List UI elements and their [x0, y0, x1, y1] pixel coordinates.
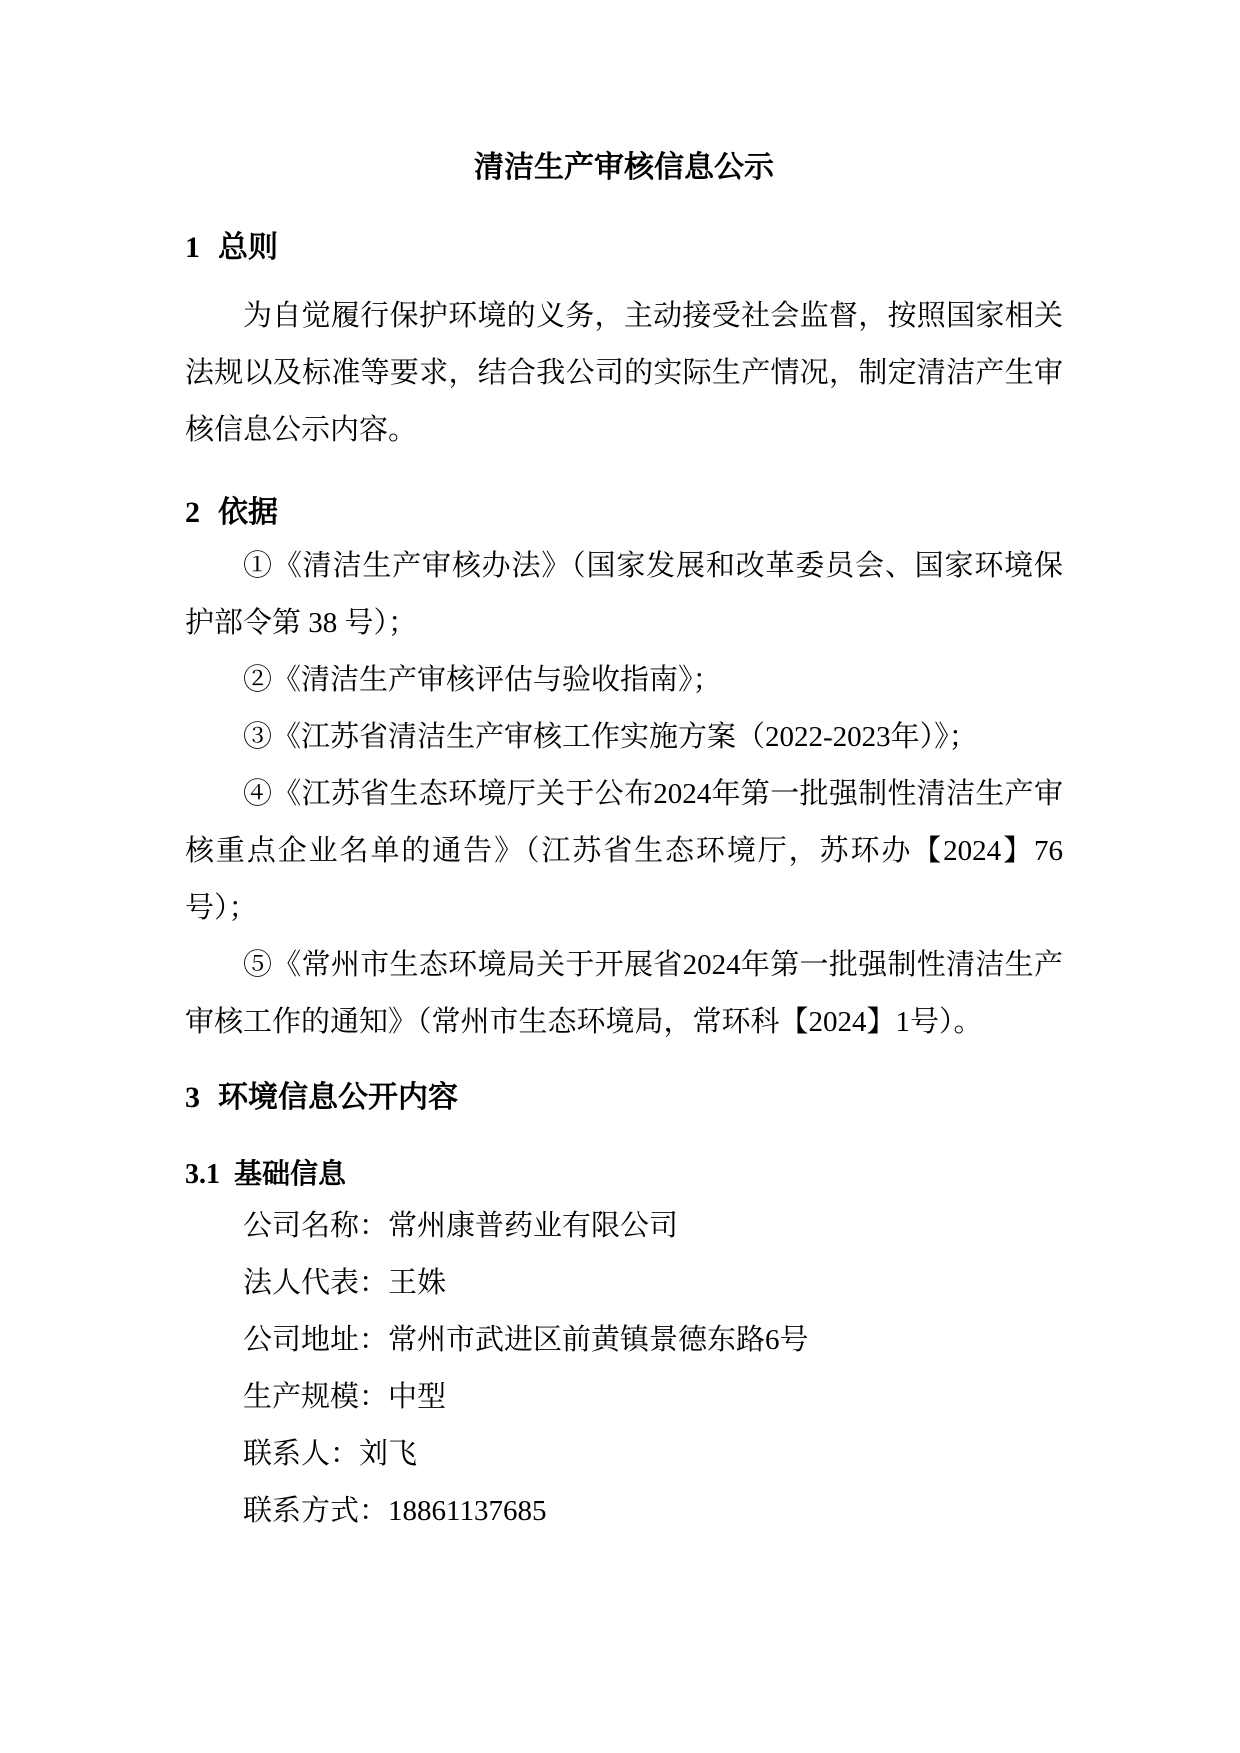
- reference-item-1: ①《清洁生产审核办法》（国家发展和改革委员会、国家环境保护部令第 38 号）；: [185, 550, 1063, 639]
- field-value: 王姝: [388, 1267, 447, 1299]
- section-2-heading: [185, 493, 1063, 533]
- section-2-title: 依据: [218, 496, 278, 529]
- reference-item-3: ③《江苏省清洁生产审核工作实施方案（2022-2023年）》；: [243, 721, 978, 753]
- field-value: 中型: [388, 1381, 447, 1413]
- field-label: 生产规模：: [243, 1381, 389, 1413]
- section-3-number: 3: [185, 1081, 200, 1114]
- subsection-3-1-number: 3.1: [185, 1159, 220, 1190]
- basic-info-company-address: [185, 1312, 1063, 1369]
- reference-list: [185, 538, 1063, 1051]
- basic-info-contact-person: [185, 1426, 1063, 1483]
- section-1-number: 1: [185, 231, 200, 264]
- field-label: 联系人：: [243, 1438, 360, 1470]
- page-content: [185, 0, 1063, 1540]
- reference-item-5: ⑤《常州市生态环境局关于开展省2024年第一批强制性清洁生产审核工作的通知》（常州市生态环境局，常环科【2024】1号）。: [185, 949, 1063, 1038]
- section-1-title: 总则: [218, 231, 278, 264]
- field-value: 常州康普药业有限公司: [388, 1210, 679, 1242]
- field-value: 常州市武进区前黄镇景德东路6号: [388, 1324, 809, 1356]
- section-2-number: 2: [185, 496, 200, 529]
- field-value: 刘飞: [359, 1438, 418, 1470]
- field-label: 公司名称：: [243, 1210, 389, 1242]
- subsection-3-1-heading: [185, 1158, 1063, 1192]
- document-title: 清洁生产审核信息公示: [474, 151, 774, 184]
- basic-info-list: [185, 1198, 1063, 1540]
- field-label: 公司地址：: [243, 1324, 389, 1356]
- section-1-heading: [185, 228, 1063, 268]
- field-label: 联系方式：: [243, 1495, 389, 1527]
- basic-info-contact-number: [185, 1483, 1063, 1540]
- subsection-3-1-title: 基础信息: [234, 1159, 347, 1190]
- reference-item-4: ④《江苏省生态环境厅关于公布2024年第一批强制性清洁生产审核重点企业名单的通告》（江苏省生态环境厅，苏环办【2024】76号）；: [185, 778, 1063, 924]
- reference-item-2: ②《清洁生产审核评估与验收指南》；: [243, 664, 722, 696]
- section-3-heading: [185, 1078, 1063, 1118]
- basic-info-production-scale: [185, 1369, 1063, 1426]
- paragraph-general-principles: 为自觉履行保护环境的义务，主动接受社会监督，按照国家相关法规以及标准等要求，结合我公司的实际生产情况，制定清洁产生审核信息公示内容。: [185, 300, 1063, 446]
- field-value: 18861137685: [388, 1495, 547, 1527]
- section-3-title: 环境信息公开内容: [218, 1081, 458, 1114]
- basic-info-company-name: [185, 1198, 1063, 1255]
- field-label: 法人代表：: [243, 1267, 389, 1299]
- basic-info-legal-representative: [185, 1255, 1063, 1312]
